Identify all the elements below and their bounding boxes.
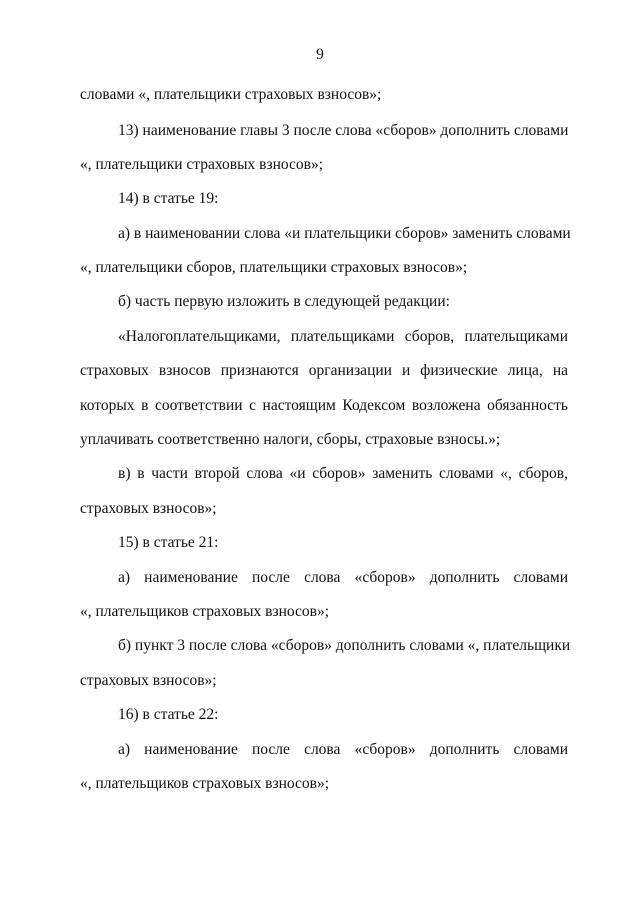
text-line: уплачивать соответственно налоги, сборы, страховые взносы.»; bbox=[80, 431, 501, 448]
text-line: словами «, плательщики страховых взносов»; bbox=[80, 86, 382, 103]
page-number: 9 bbox=[316, 46, 324, 63]
text-line: которых в соответствии с настоящим Кодексом возложена обязанность bbox=[80, 397, 568, 414]
text-line: а) наименование после слова «сборов» дополнить словами bbox=[118, 741, 568, 758]
text-line: «, плательщики сборов, плательщики страховых взносов»; bbox=[80, 259, 468, 276]
text-line: б) пункт 3 после слова «сборов» дополнить словами «, плательщики bbox=[118, 637, 571, 654]
text-line: «, плательщики страховых взносов»; bbox=[80, 156, 324, 173]
text-line: б) часть первую изложить в следующей редакции: bbox=[118, 293, 450, 310]
text-line: а) наименование после слова «сборов» дополнить словами bbox=[118, 569, 568, 586]
text-line: «Налогоплательщиками, плательщиками сборов, плательщиками bbox=[118, 328, 568, 345]
text-line: в) в части второй слова «и сборов» заменить словами «, сборов, bbox=[118, 465, 568, 482]
text-line: 14) в статье 19: bbox=[118, 190, 219, 207]
text-line: а) в наименовании слова «и плательщики сборов» заменить словами bbox=[118, 225, 571, 242]
text-line: «, плательщиков страховых взносов»; bbox=[80, 603, 329, 620]
text-line: страховых взносов»; bbox=[80, 672, 217, 689]
text-line: страховых взносов»; bbox=[80, 500, 217, 517]
text-line: «, плательщиков страховых взносов»; bbox=[80, 775, 329, 792]
text-line: страховых взносов признаются организации и физические лица, на bbox=[80, 362, 568, 379]
text-line: 15) в статье 21: bbox=[118, 534, 219, 551]
text-line: 16) в статье 22: bbox=[118, 706, 219, 723]
text-line: 13) наименование главы 3 после слова «сборов» дополнить словами bbox=[118, 122, 569, 139]
